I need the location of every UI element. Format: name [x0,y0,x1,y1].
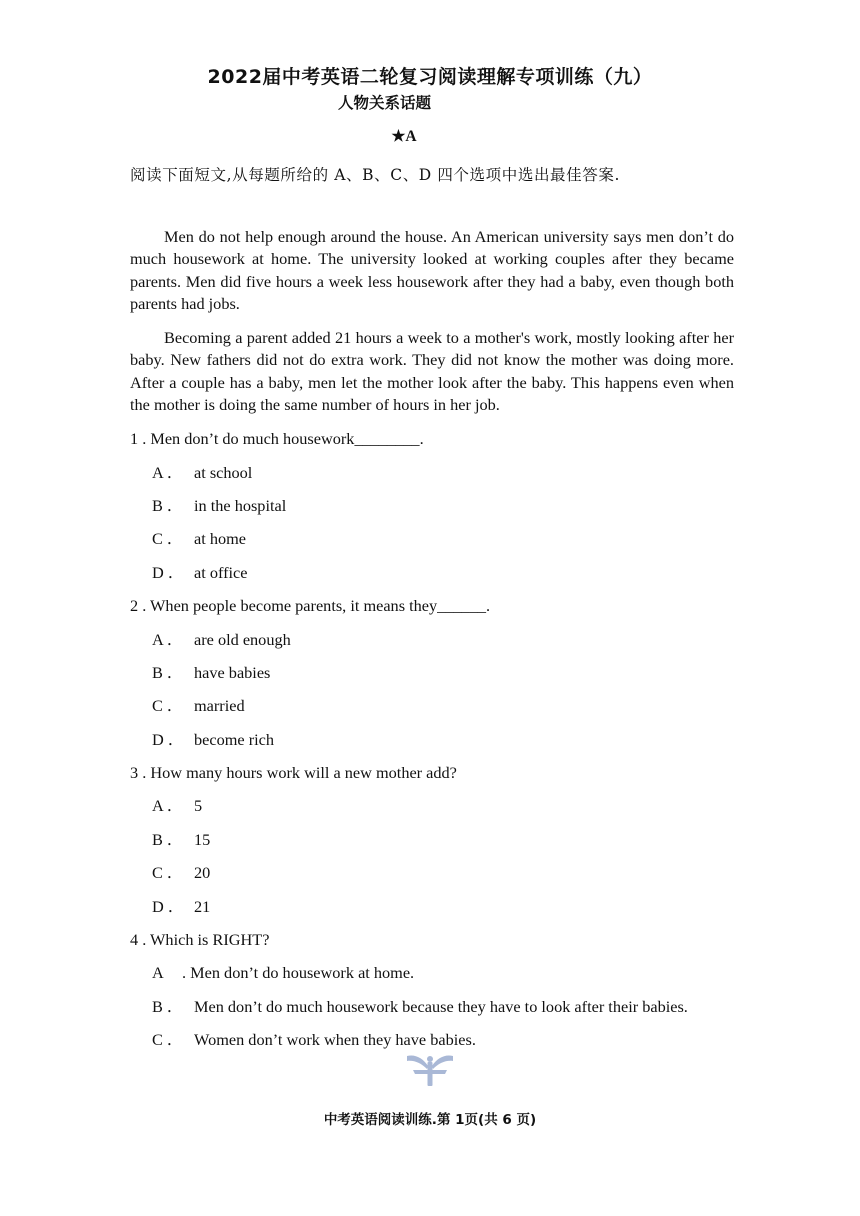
option-text: 5 [194,796,203,815]
option-letter: B ． [152,830,184,849]
question-1-option-b [152,496,286,516]
option-letter: C ． [152,529,184,548]
option-letter: B ． [152,496,184,515]
option-text: at office [194,563,248,582]
option-letter: D ． [152,897,185,916]
option-letter: D ． [152,563,185,582]
question-4-option-c [152,1030,476,1050]
question-2-option-d [152,730,274,750]
question-2-option-a [152,630,291,650]
option-text: are old enough [194,630,291,649]
option-text: 20 [194,863,211,882]
option-text: in the hospital [194,496,287,515]
option-letter: B ． [152,997,184,1016]
option-text: Men don’t do much housework because they have to look after their babies. [194,997,688,1016]
question-2-option-b [152,663,270,683]
question-3-option-a [152,796,202,816]
option-text: become rich [194,730,275,749]
question-1-option-d [152,563,248,583]
question-1: 1 . Men don’t do much housework________. [130,429,424,448]
option-text: have babies [194,663,271,682]
passage-paragraph-2: Becoming a parent added 21 hours a week to a mother's work, mostly looking after her baby. New fathers did not do extra work. They did not know the mother was doing more. After a couple has a baby, men let the mother look after the baby. This happens even when the mother is doing the same number of hours in her job. [130,328,734,414]
question-3-option-b [152,830,210,850]
instruction-text: 阅读下面短文,从每题所给的 A、B、C、D 四个选项中选出最佳答案. [130,166,620,184]
document-title: 2022届中考英语二轮复习阅读理解专项训练（九） [207,66,653,88]
question-1-option-a [152,463,252,483]
option-letter: C ． [152,863,184,882]
option-letter: A ． [152,630,184,649]
passage-paragraph-1: Men do not help enough around the house. An American university says men don’t do much housework at home. The university looked at working couples after they became parents. Men did five hours a week less housework after they had a baby, even though both parents had jobs. [130,227,734,313]
question-4-option-b [152,997,688,1017]
question-4: 4 . Which is RIGHT? [130,930,270,949]
emblem-icon [405,1052,455,1088]
option-letter: A ． [152,463,184,482]
question-2-option-c [152,696,245,716]
question-4-option-a [152,963,414,983]
document-subtitle: 人物关系话题 [338,94,432,112]
option-text: at school [194,463,253,482]
option-text: 15 [194,830,211,849]
option-text: . Men don’t do housework at home. [182,963,415,982]
option-text: Women don’t work when they have babies. [194,1030,476,1049]
option-letter: C ． [152,1030,184,1049]
question-3: 3 . How many hours work will a new mother add? [130,763,457,782]
option-letter: A [152,963,164,982]
question-1-option-c [152,529,246,549]
question-3-option-d [152,897,210,917]
page-footer: 中考英语阅读训练.第 1页(共 6 页) [323,1112,537,1128]
option-text: 21 [194,897,211,916]
question-2: 2 . When people become parents, it means they______. [130,596,491,615]
option-letter: D ． [152,730,185,749]
option-letter: B ． [152,663,184,682]
option-letter: A ． [152,796,184,815]
option-letter: C ． [152,696,184,715]
option-text: married [194,696,245,715]
question-3-option-c [152,863,210,883]
section-heading: ★A [391,128,417,145]
option-text: at home [194,529,246,548]
